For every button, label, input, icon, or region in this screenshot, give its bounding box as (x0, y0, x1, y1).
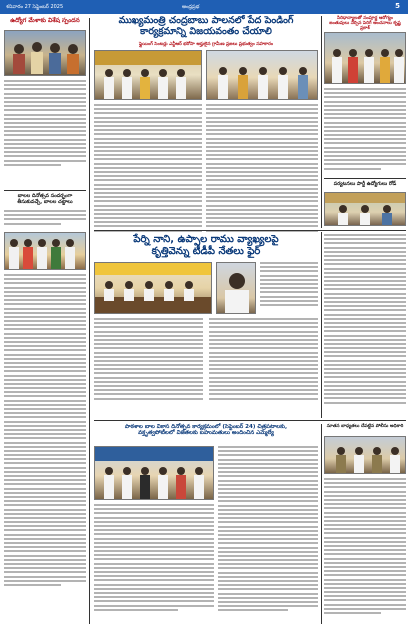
bottom-right-separator (321, 424, 322, 624)
audience-photo (207, 51, 318, 100)
right-mid-photo (324, 192, 406, 226)
right-top-body (324, 88, 406, 176)
stage-photo (95, 51, 202, 100)
bottom-right-headline: నూతన బాధ్యతలు చేపట్టిన పోలీసు అధికారి (326, 424, 404, 429)
people-silhouettes (5, 31, 86, 76)
school-event-photo (94, 446, 214, 500)
police-officer-photo (324, 436, 406, 474)
main-headline: ముఖ్యమంత్రి చంద్రబాబు పాలనలో పేద పెండింగ్ కార్యక్రమాన్ని విజయవంతం చేయాలి (118, 15, 294, 37)
ceremony-photo (325, 33, 406, 84)
bottom-headline: పాఠశాల బాల వికాస దినోత్సవ కార్యక్రమంలో (సెప్టెంబర్ 24) చిత్రపటాలకు, వక్తృత్వపోటీలలో విజేతలకు బహుమతులు అందించిన ఎమ్మెల్యే (124, 424, 288, 437)
right-mid-body (324, 234, 406, 418)
newspaper-header (0, 0, 408, 14)
tdp-press-meet-photo (94, 262, 212, 314)
main-subhead: ఫ్లైయింగ్ సెంటర్లు ఎన్టీఆర్ భరోసా అర్హులైన గ్రామీణ ప్రజలు ప్రభుత్వం సహకారం (138, 42, 274, 47)
bottom-story-body-a (218, 446, 318, 624)
leader-figure (217, 263, 256, 314)
right-mid-headline: పర్యటనలు పార్టీ ఉద్యోగులు రోడ్ (333, 181, 397, 187)
officer-group (325, 437, 406, 474)
main-event-photo-left (94, 50, 202, 100)
tdp-leader-portrait (216, 262, 256, 314)
main-body-col1 (94, 104, 202, 244)
childrens-day-photo (4, 232, 86, 270)
left-mid-body (4, 210, 86, 230)
left-mid-headline: బాలల దినోత్సవ సందర్భంగా తీసుకువచ్చే, బాలల చట్టాలు (17, 193, 73, 205)
right-column-separator (321, 16, 322, 228)
press-meet-scene (95, 263, 212, 314)
center-top-divider (94, 230, 406, 231)
left-top-headline: ఉద్యోగ మేళాకు విశేష స్పందన (10, 17, 80, 24)
center-story-body-a (260, 262, 318, 314)
header-paper-name: ఆంధ్రప్రభ (182, 4, 200, 10)
bottom-divider (94, 420, 406, 421)
bottom-story-body-b (94, 504, 214, 624)
header-page-number: 5 (395, 2, 400, 10)
job-fair-photo (4, 30, 86, 76)
right-top-headline: సిరిధాన్యాలతో సంపూర్ణ ఆరోగ్యం జంతువులు నేర్పిన పెరిగే అంచనాలు కృష్ణ ప్రకాశ్ (329, 16, 401, 32)
header-date: శనివారం 27 సెప్టెంబర్ 2025 (6, 4, 64, 10)
left-divider (4, 190, 86, 191)
center-story-body-b (94, 318, 318, 416)
left-column-separator (89, 18, 90, 624)
right-column-separator-2 (321, 232, 322, 418)
left-top-body (4, 80, 86, 188)
center-headline: పేర్ని నాని, ఉప్పాల రాము వ్యాఖ్యలపై కృత్తివెన్ను టీడీపీ నేతలు ఫైర్ (133, 234, 279, 257)
meeting-photo (325, 193, 406, 226)
group-photo (5, 233, 86, 270)
right-top-photo (324, 32, 406, 84)
main-body-col2 (206, 104, 318, 244)
bottom-right-body (324, 478, 406, 624)
right-divider-1 (324, 178, 406, 179)
main-event-photo-right (206, 50, 318, 100)
school-stage-scene (95, 447, 214, 500)
left-bottom-body (4, 274, 86, 626)
